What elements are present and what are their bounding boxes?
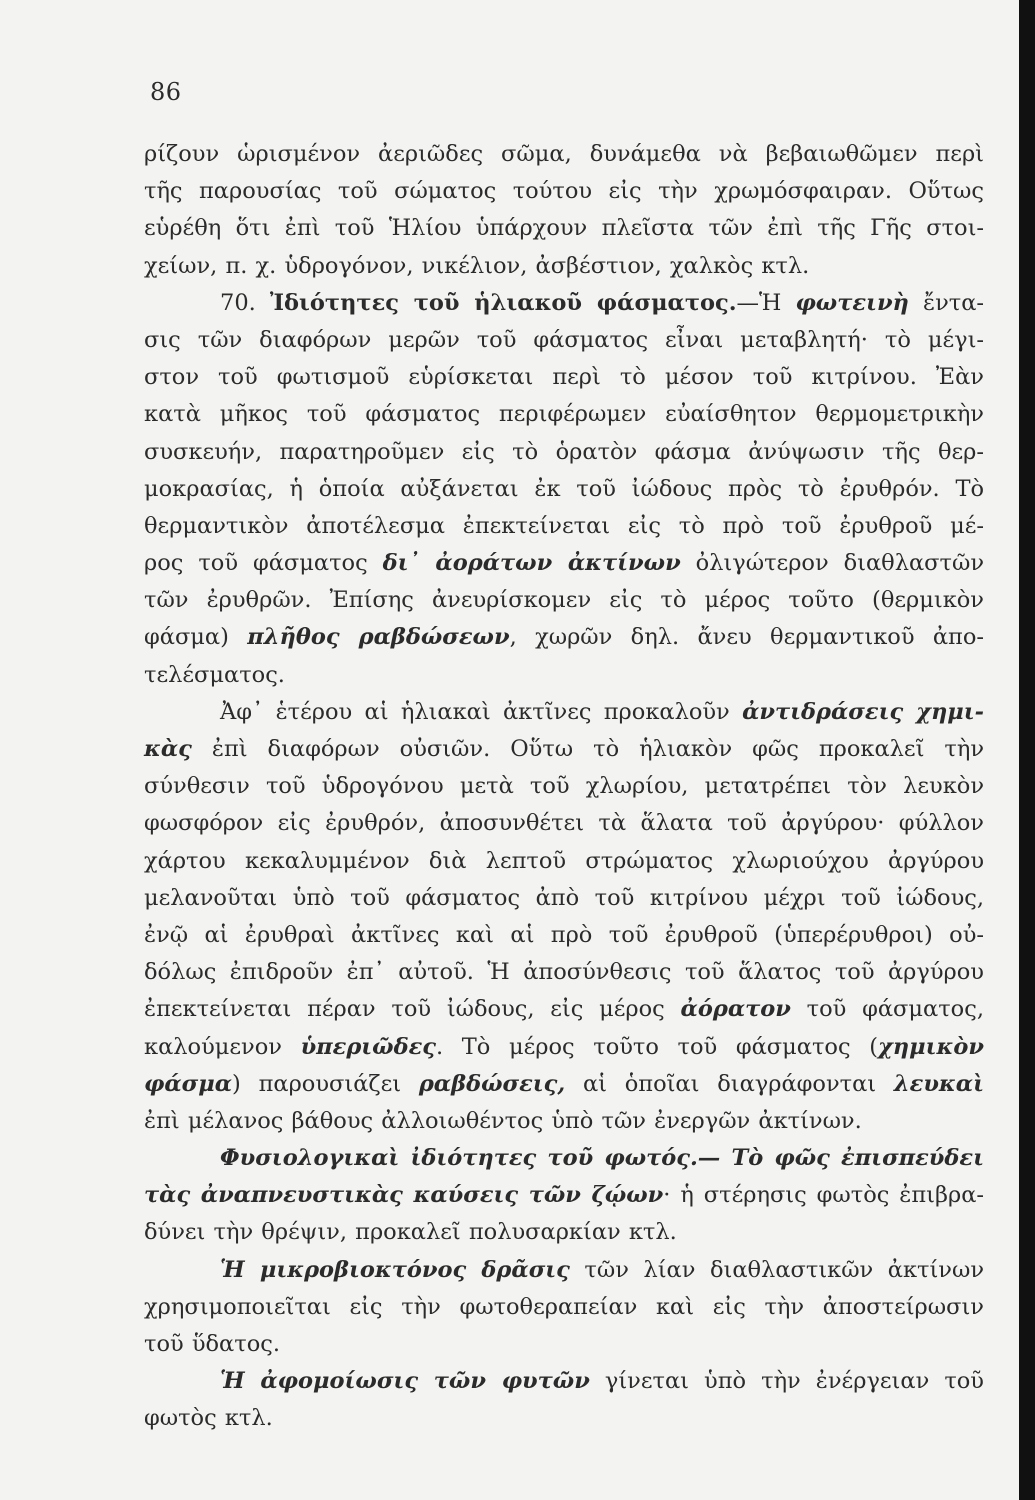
text-span: · ἡ στέρησις φωτὸς ἐπιβρα- [663, 1182, 984, 1209]
emphasis-text: ἀόρατον [680, 996, 791, 1023]
text-line [144, 1289, 984, 1326]
text-line [144, 657, 984, 694]
text-line [144, 582, 984, 619]
text-span: —Ἡ [736, 289, 796, 316]
text-line [144, 1214, 984, 1251]
text-span: , χωρῶν δηλ. ἄνευ θερμαντικοῦ ἀπο- [509, 624, 984, 651]
text-span: ρίζουν ὡρισμένον ἀεριῶδες σῶμα, δυνάμεθα νὰ βεβαιωθῶμεν περὶ [144, 141, 984, 167]
text-line [144, 322, 984, 359]
emphasis-text: ἀντιδράσεις χημι- [742, 698, 985, 725]
text-span: σις τῶν διαφόρων μερῶν τοῦ φάσματος εἶναι μεταβλητή· τὸ μέγι- [144, 326, 984, 353]
text-span: ἐνῷ αἱ ἐρυθραὶ ἀκτῖνες καὶ αἱ πρὸ τοῦ ἐρυθροῦ (ὑπερέρυθροι) οὐ- [144, 921, 984, 948]
text-line [144, 694, 984, 731]
text-span: χρησιμοποιεῖται εἰς τὴν φωτοθεραπείαν καὶ εἰς τὴν ἀποστείρωσιν [144, 1293, 984, 1320]
text-span: φάσμα) [144, 624, 248, 651]
text-line [144, 136, 984, 173]
text-span: ρος τοῦ φάσματος [144, 550, 383, 577]
text-span: τῆς παρουσίας τοῦ σώματος τούτου εἰς τὴν χρωμόσφαιραν. Οὕτως [144, 178, 984, 205]
text-span: ἐπὶ μέλανος βάθους ἀλλοιωθέντος ὑπὸ τῶν ἐνεργῶν ἀκτίνων. [144, 1107, 862, 1134]
text-line [144, 1400, 984, 1437]
text-span: στον τοῦ φωτισμοῦ εὑρίσκεται περὶ τὸ μέσον τοῦ κιτρίνου. Ἐὰν [144, 364, 984, 391]
text-span: ἐπεκτείνεται πέραν τοῦ ἰώδους, εἰς μέρος [144, 996, 681, 1023]
text-span: αἱ ὁποῖαι διαγράφονται [565, 1070, 894, 1097]
text-line [144, 396, 984, 433]
emphasis-text: πλῆθος ραβδώσεων [247, 624, 510, 651]
text-line [144, 731, 984, 768]
text-line [144, 434, 984, 471]
emphasis-text: ραβδώσεις, [418, 1070, 566, 1097]
text-line [144, 545, 984, 582]
text-span: μελανοῦται ὑπὸ τοῦ φάσματος ἀπὸ τοῦ κιτρίνου μέχρι τοῦ ἰώδους, [144, 884, 984, 911]
text-line [144, 508, 984, 545]
emphasis-text: δι᾽ ἀοράτων ἀκτίνων [382, 550, 681, 577]
text-line [144, 768, 984, 805]
text-span: γίνεται ὑπὸ τὴν ἐνέργειαν τοῦ [589, 1368, 984, 1395]
text-span: δόλως ἐπιδροῦν ἐπ᾽ αὐτοῦ. Ἡ ἀποσύνθεσις τοῦ ἅλατος τοῦ ἀργύρου [144, 959, 984, 986]
text-span: ) παρουσιάζει [232, 1070, 419, 1097]
text-span: χείων, π. χ. ὑδρογόνον, νικέλιον, ἀσβέστιον, χαλκὸς κτλ. [144, 252, 810, 279]
text-span: μοκρασίας, ἡ ὁποία αὐξάνεται ἐκ τοῦ ἰώδους πρὸς τὸ ἐρυθρόν. Τὸ [144, 475, 984, 502]
text-span: φωσφόρον εἰς ἐρυθρόν, ἀποσυνθέτει τὰ ἅλατα τοῦ ἀργύρου· φύλλον [144, 810, 984, 837]
text-span: ἐπὶ διαφόρων οὐσιῶν. Οὕτω τὸ ἡλιακὸν φῶς προκαλεῖ τὴν [191, 736, 984, 762]
text-span: σύνθεσιν τοῦ ὑδρογόνου μετὰ τοῦ χλωρίου, μετατρέπει τὸν λευκὸν [144, 773, 984, 800]
text-span: ἔντα- [908, 289, 984, 316]
body-text [144, 136, 984, 1438]
text-span: συσκευήν, παρατηροῦμεν εἰς τὸ ὁρατὸν φάσμα ἀνύψωσιν τῆς θερ- [144, 438, 984, 465]
text-span: δύνει τὴν θρέψιν, προκαλεῖ πολυσαρκίαν κτλ. [144, 1219, 677, 1246]
page-number: 86 [150, 78, 182, 106]
text-span: τῶν λίαν διαθλαστικῶν ἀκτίνων [569, 1256, 984, 1283]
text-span: ὀλιγώτερον διαθλαστῶν [680, 550, 984, 577]
text-line [144, 1103, 984, 1140]
text-line [144, 1066, 984, 1103]
emphasis-text: λευκαὶ [893, 1070, 984, 1097]
text-line [144, 1363, 984, 1400]
emphasis-text: Ἡ ἀφομοίωσις τῶν φυτῶν [220, 1368, 590, 1395]
text-line [144, 843, 984, 880]
page-edge-shadow [1019, 0, 1035, 1500]
text-span: εὑρέθη ὅτι ἐπὶ τοῦ Ἡλίου ὑπάρχουν πλεῖστα τῶν ἐπὶ τῆς Γῆς στοι- [144, 215, 984, 242]
emphasis-text: Ἰδιότητες τοῦ ἡλιακοῦ φάσματος. [269, 289, 737, 316]
text-line [144, 880, 984, 917]
emphasis-text: ὑπεριῶδες [300, 1033, 436, 1060]
emphasis-text: τὰς ἀναπνευστικὰς καύσεις τῶν ζῴων [144, 1182, 664, 1209]
emphasis-text: Φυσιολογικαὶ ἰδιότητες τοῦ φωτός.— Τὸ φῶς ἐπισπεύδει [220, 1145, 984, 1172]
text-line [144, 917, 984, 954]
text-line [144, 805, 984, 842]
text-line [144, 1252, 984, 1289]
text-span: τῶν ἐρυθρῶν. Ἐπίσης ἀνευρίσκομεν εἰς τὸ μέρος τοῦτο (θερμικὸν [144, 587, 984, 614]
text-span: 70. [220, 289, 270, 316]
text-line [144, 1140, 984, 1177]
text-line [144, 471, 984, 508]
emphasis-text: κὰς [144, 736, 192, 762]
text-span: καλούμενον [144, 1033, 301, 1060]
text-line [144, 1326, 984, 1363]
text-span: τοῦ ὕδατος. [144, 1331, 280, 1357]
text-span: θερμαντικὸν ἀποτέλεσμα ἐπεκτείνεται εἰς τὸ πρὸ τοῦ ἐρυθροῦ μέ- [144, 512, 984, 539]
text-span: τοῦ φάσματος, [790, 996, 984, 1023]
text-span: Ἀφ᾽ ἑτέρου αἱ ἡλιακαὶ ἀκτῖνες προκαλοῦν [220, 698, 743, 725]
text-line [144, 210, 984, 247]
text-line [144, 1177, 984, 1214]
emphasis-text: Ἡ μικροβιοκτόνος δρᾶσις [220, 1256, 570, 1283]
text-line [144, 954, 984, 991]
text-line [144, 285, 984, 322]
text-span: κατὰ μῆκος τοῦ φάσματος περιφέρωμεν εὐαίσθητον θερμομετρικὴν [144, 401, 984, 428]
text-span: φωτὸς κτλ. [144, 1405, 273, 1432]
text-line [144, 991, 984, 1028]
emphasis-text: χημικὸν [878, 1033, 984, 1060]
text-line [144, 359, 984, 396]
emphasis-text: φωτεινὴ [795, 289, 909, 316]
text-line [144, 248, 984, 285]
text-span: . Τὸ μέρος τοῦτο τοῦ φάσματος ( [435, 1033, 878, 1060]
text-span: χάρτου κεκαλυμμένον διὰ λεπτοῦ στρώματος χλωριούχου ἀργύρου [144, 847, 984, 874]
emphasis-text: φάσμα [144, 1070, 233, 1097]
text-line [144, 173, 984, 210]
text-line [144, 619, 984, 656]
text-span: τελέσματος. [144, 661, 285, 688]
text-line [144, 1029, 984, 1066]
